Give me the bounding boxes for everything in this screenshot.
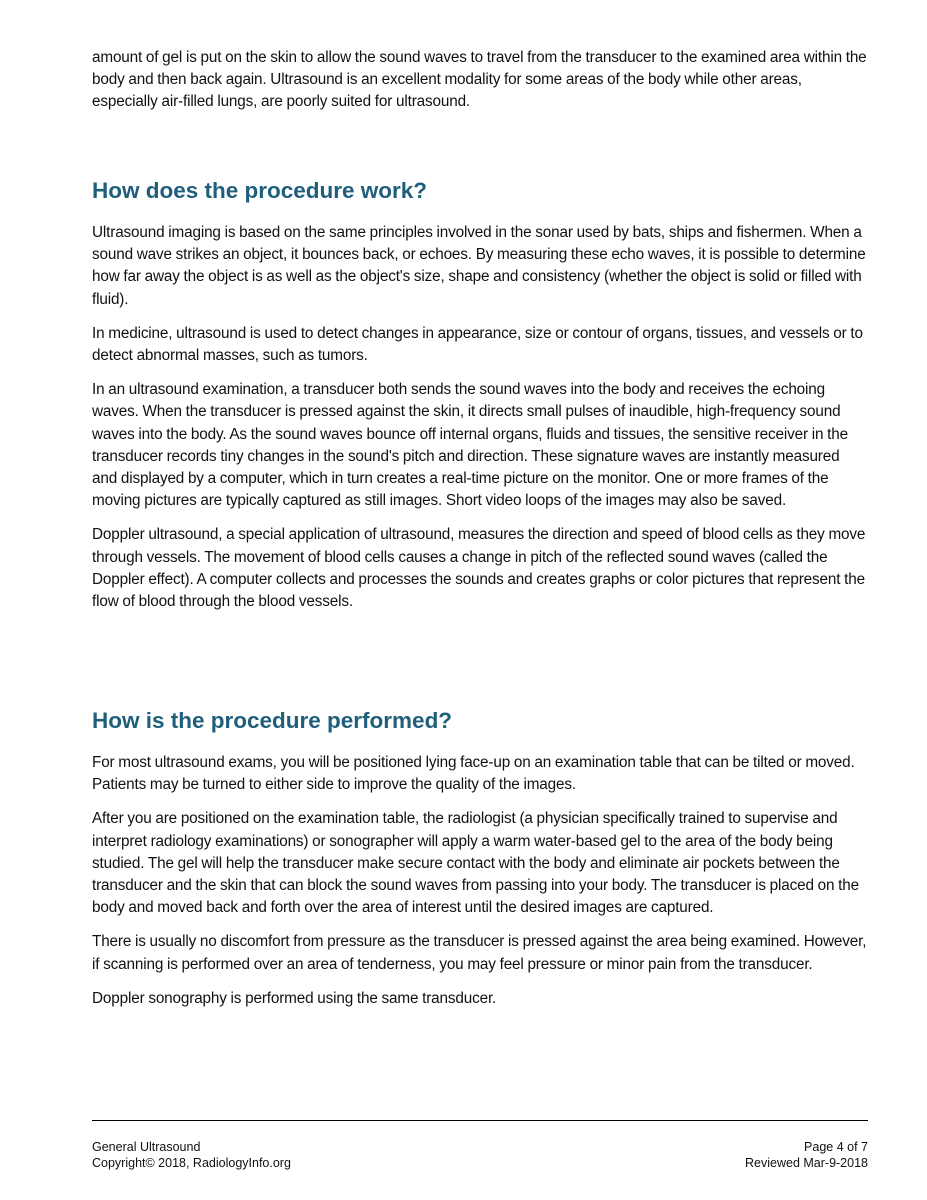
- footer-page-number: Page 4 of 7: [804, 1140, 868, 1154]
- procedure-work-section: [92, 222, 868, 625]
- body-paragraph: Doppler sonography is performed using the same transducer.: [92, 989, 497, 1007]
- footer-right: [745, 1139, 868, 1171]
- intro-paragraph: amount of gel is put on the skin to allow the sound waves to travel from the transducer to the examined area within the body and then back again. Ultrasound is an excellent modality for some areas of the body while other areas, especially air-filled lungs, are poorly suited for ultrasound.: [92, 49, 867, 111]
- body-paragraph: For most ultrasound exams, you will be positioned lying face-up on an examination table that can be tilted or moved. Patients may be turned to either side to improve the quality of the images.: [92, 754, 855, 794]
- body-paragraph: Doppler ultrasound, a special application of ultrasound, measures the direction and speed of blood cells as they move through vessels. The movement of blood cells causes a change in pitch of the reflected sound waves (called the Doppler effect). A computer collects and processes the sounds and creates graphs or color pictures that represent the flow of blood through the blood vessels.: [92, 526, 866, 611]
- footer-doc-title: General Ultrasound: [92, 1140, 201, 1154]
- footer-reviewed-date: Reviewed Mar-9-2018: [745, 1156, 868, 1170]
- intro-section: [92, 47, 868, 126]
- section-heading-procedure-performed: How is the procedure performed?: [92, 708, 453, 733]
- section-heading-procedure-work: How does the procedure work?: [92, 178, 428, 203]
- body-paragraph: Ultrasound imaging is based on the same principles involved in the sonar used by bats, ships and fishermen. When a sound wave strikes an object, it bounces back, or echoes. By measuring these echo waves, it is possible to determine how far away the object is as well as the object's size, shape and consistency (whether the object is solid or filled with fluid).: [92, 224, 866, 308]
- procedure-performed-section: [92, 752, 868, 1022]
- body-paragraph: In an ultrasound examination, a transducer both sends the sound waves into the body and receives the echoing waves. When the transducer is pressed against the skin, it directs small pulses of inaudible, high-frequency sound waves into the body. As the sound waves bounce off internal organs, fluids and tissues, the sensitive receiver in the transducer records tiny changes in the sound's pitch and direction. These signature waves are instantly measured and displayed by a computer, which in turn creates a real-time picture on the monitor. One or more frames of the moving pictures are typically captured as still images. Short video loops of the images may also be saved.: [92, 381, 848, 510]
- body-paragraph: In medicine, ultrasound is used to detect changes in appearance, size or contour of organs, tissues, and vessels or to detect abnormal masses, such as tumors.: [92, 324, 863, 365]
- footer-copyright: Copyright© 2018, RadiologyInfo.org: [92, 1156, 291, 1170]
- footer-left: [92, 1139, 291, 1171]
- body-paragraph: After you are positioned on the examination table, the radiologist (a physician specifically trained to supervise and interpret radiology examinations) or sonographer will apply a warm water-based gel to the area of the body being studied. The gel will help the transducer make secure contact with the body and eliminate air pockets between the transducer and the skin that can block the sound waves from passing into your body. The transducer is placed on the body and moved back and forth over the area of interest until the desired images are captured.: [92, 810, 859, 917]
- footer-divider: [92, 1120, 868, 1121]
- body-paragraph: There is usually no discomfort from pressure as the transducer is pressed against the area being examined. However, if scanning is performed over an area of tenderness, you may feel pressure or minor pain from the transducer.: [92, 933, 867, 973]
